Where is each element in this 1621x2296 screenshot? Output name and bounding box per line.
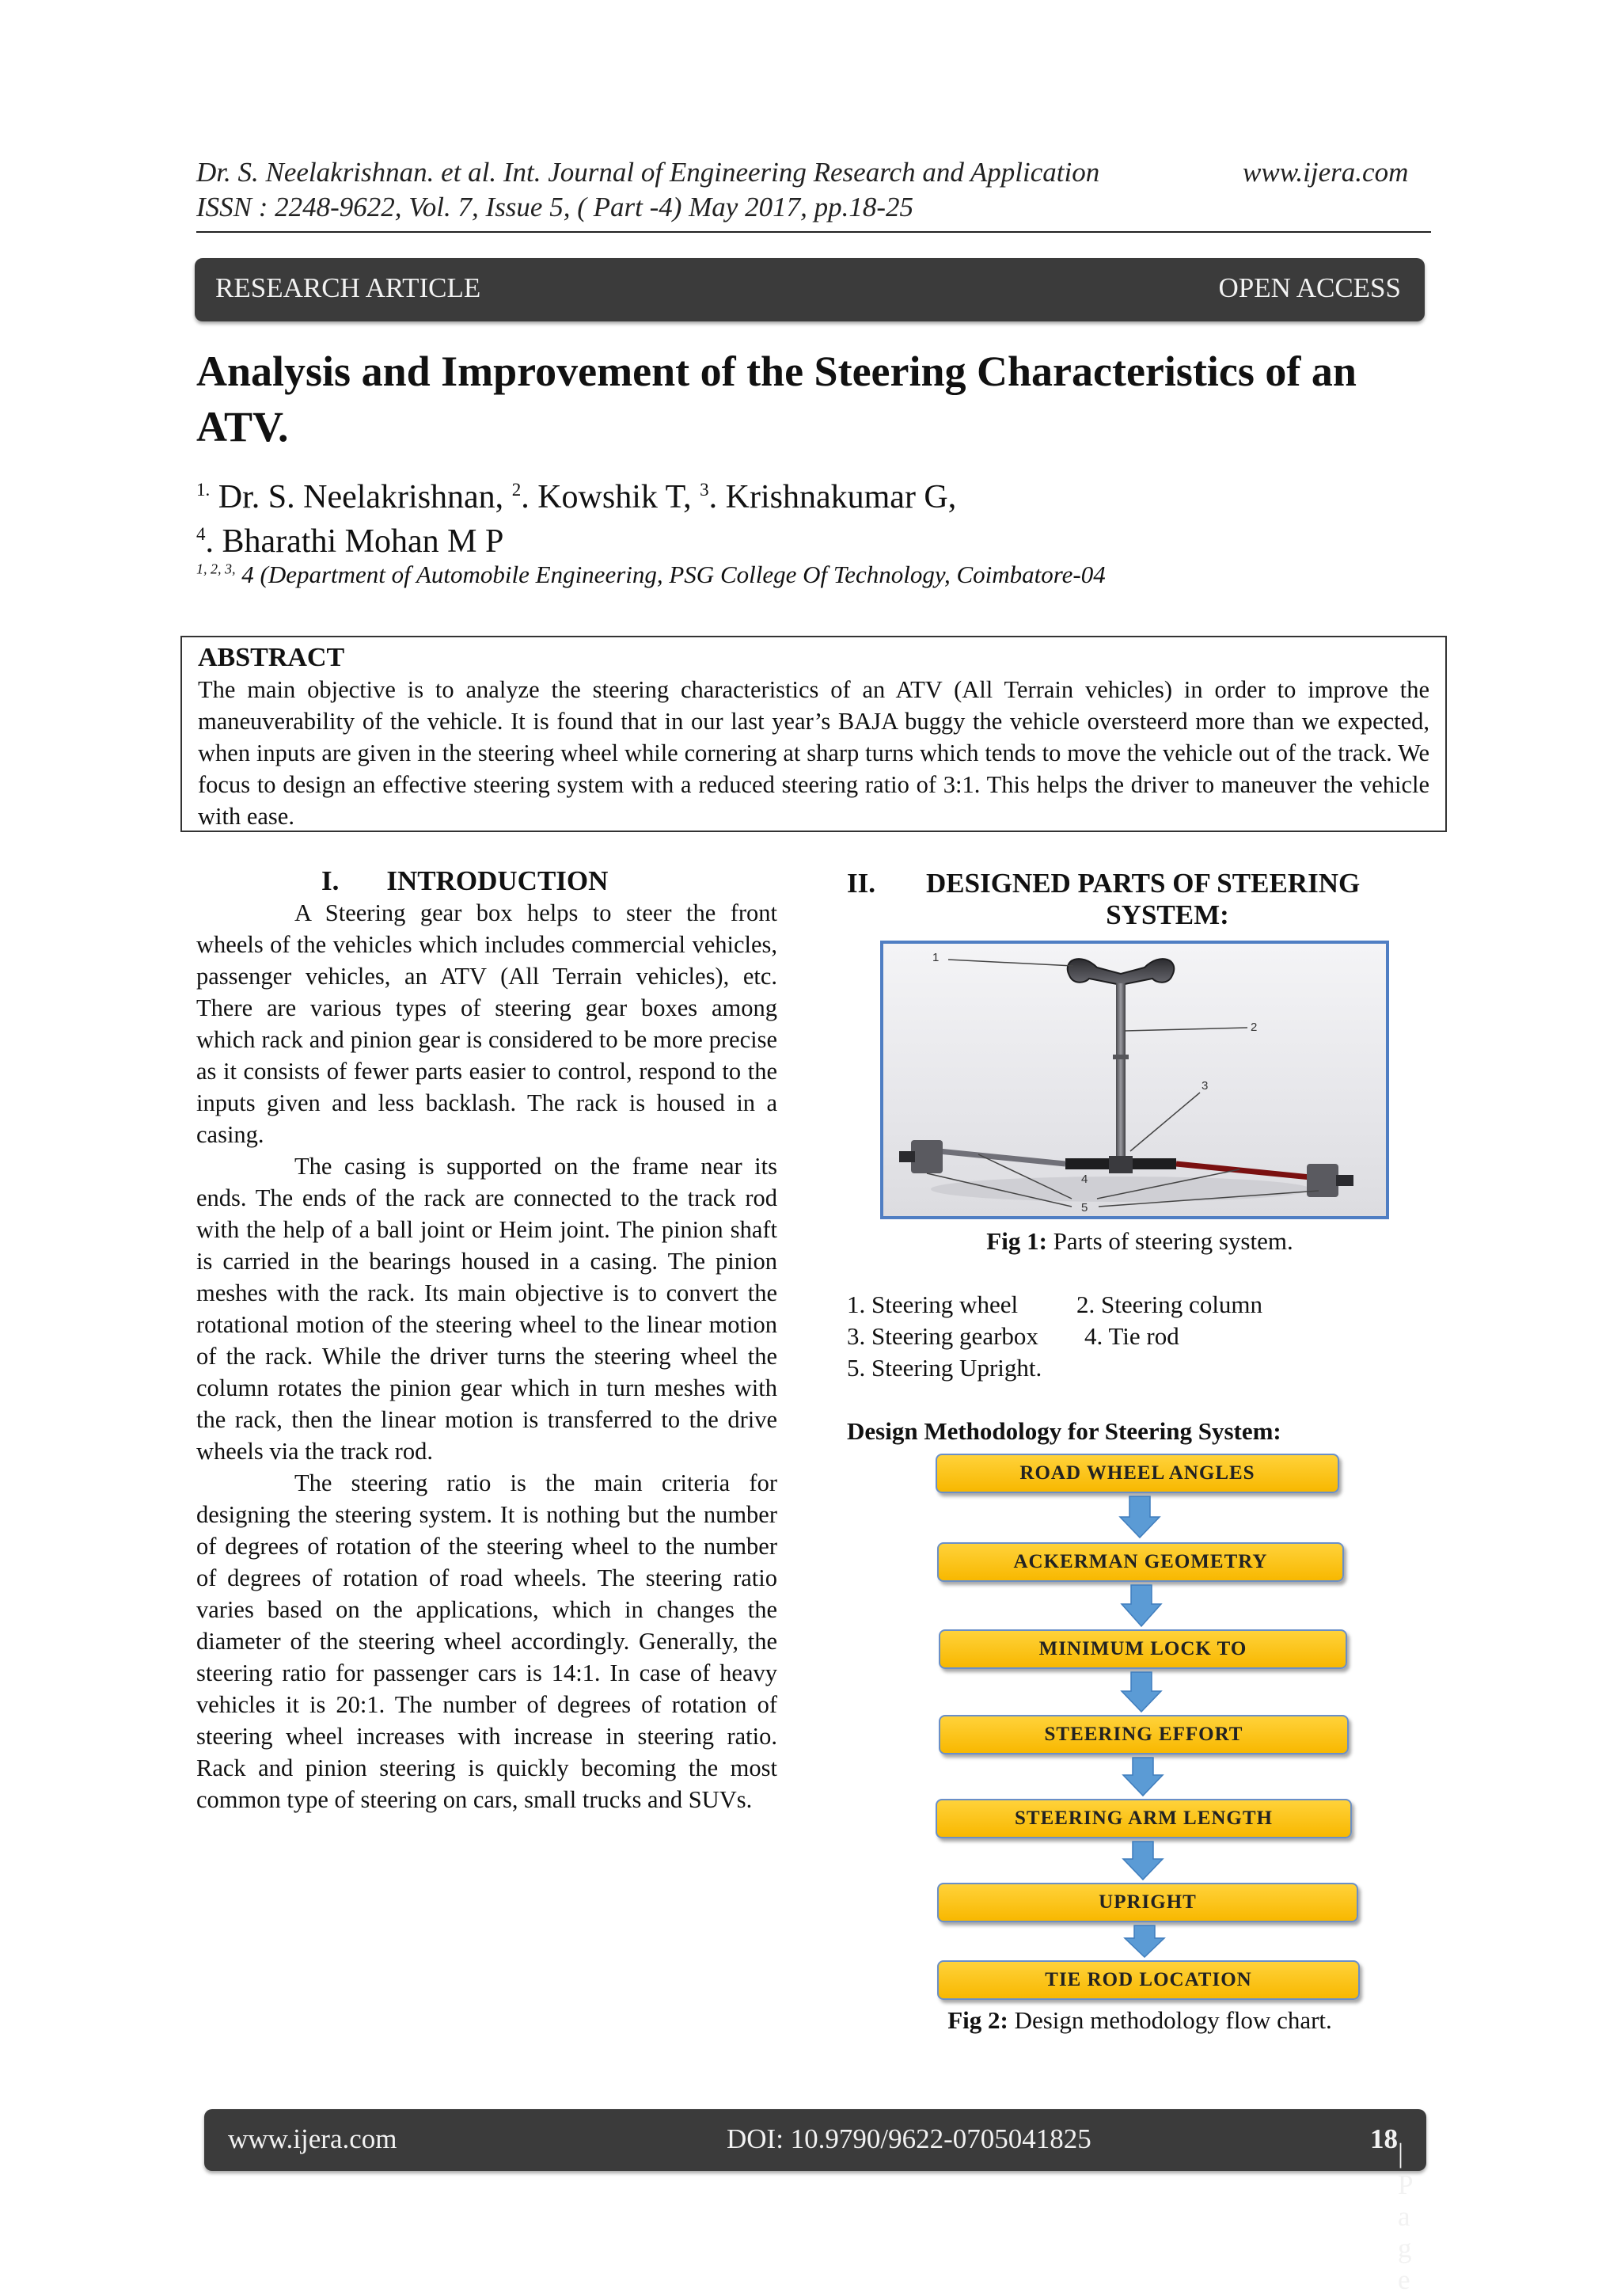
- rack-boot-right: [1133, 1158, 1176, 1169]
- abstract-heading: ABSTRACT: [198, 643, 345, 672]
- section-2-title-line-1: DESIGNED PARTS OF STEERING: [926, 868, 1361, 899]
- author-2-number: 2: [511, 480, 522, 500]
- flow-arrow-3: [1122, 1672, 1161, 1712]
- figure-1-caption-text: Parts of steering system.: [1046, 1227, 1293, 1255]
- flow-arrow-2: [1122, 1585, 1161, 1626]
- flow-step-tie-rod-location: TIE ROD LOCATION: [937, 1960, 1360, 2000]
- flow-arrow-4: [1123, 1758, 1163, 1796]
- flow-arrows: [926, 1454, 1369, 2000]
- parts-list-row-2: [847, 1321, 1433, 1352]
- methodology-heading: Design Methodology for Steering System:: [847, 1417, 1281, 1445]
- page-footer: [204, 2109, 1426, 2295]
- steering-system-drawing: [883, 944, 1386, 1216]
- footer-doi[interactable]: DOI: 10.9790/9622-0705041825: [727, 2123, 1091, 2154]
- upright-left: [911, 1140, 943, 1173]
- page-label: | P a g e: [1398, 2138, 1413, 2295]
- part-5: 5. Steering Upright.: [847, 1354, 1042, 1382]
- hub-right: [1336, 1175, 1353, 1186]
- affiliation: [196, 561, 1106, 589]
- parts-list-row-1: [847, 1289, 1433, 1321]
- affiliation-text: 4 (Department of Automobile Engineering, PSG College Of Technology, Coimbatore-04: [235, 561, 1106, 588]
- figure-2-caption: [847, 2005, 1433, 2036]
- figure-1-caption: [847, 1226, 1433, 1257]
- fig1-label-4: 4: [1081, 1173, 1088, 1186]
- ground-shadow: [931, 1177, 1311, 1202]
- introduction-heading: [196, 865, 777, 897]
- author-4: . Bharathi Mohan M P: [205, 523, 504, 560]
- part-2: 2. Steering column: [1076, 1291, 1263, 1318]
- article-type-banner: [195, 258, 1425, 321]
- leader-line-3: [1130, 1093, 1200, 1151]
- introduction-column: [196, 865, 777, 1815]
- author-3-number: 3: [700, 480, 709, 500]
- figure-2-caption-text: Design methodology flow chart.: [1008, 2006, 1332, 2034]
- title-line-2: ATV.: [196, 403, 289, 450]
- running-header-website[interactable]: www.ijera.com: [1243, 157, 1409, 188]
- running-header-issn: ISSN : 2248-9622, Vol. 7, Issue 5, ( Part -4) May 2017, pp.18-25: [196, 192, 914, 222]
- research-article-label: RESEARCH ARTICLE: [215, 272, 481, 303]
- figure-1-steering-system: [880, 941, 1389, 1219]
- tie-rod-right: [1176, 1164, 1311, 1177]
- flow-arrow-5: [1123, 1842, 1163, 1880]
- page-number: 18: [1370, 2123, 1398, 2154]
- footer-website[interactable]: www.ijera.com: [228, 2123, 397, 2154]
- author-3: . Krishnakumar G,: [708, 479, 957, 515]
- affiliation-numbers: 1, 2, 3,: [196, 561, 236, 577]
- author-1-number: 1.: [196, 480, 211, 500]
- footer-page-number: [1370, 2123, 1413, 2295]
- abstract-text: The main objective is to analyze the steering characteristics of an ATV (All Terrain vehicles) in order to improve the maneuverability of the vehicle. It is found that in our last year’s BAJA buggy the vehicle oversteerd more than we expected, when inputs are given in the steering wheel while cornering at sharp turns which tends to move the vehicle out of the track. We focus to design an effective steering system with a reduced steering ratio of 3:1. This helps the driver to maneuver the vehicle with ease.: [198, 676, 1429, 830]
- column-joint: [1113, 1055, 1129, 1059]
- fig1-label-3: 3: [1202, 1079, 1209, 1093]
- part-3: 3. Steering gearbox: [847, 1322, 1038, 1350]
- paper-title: [196, 344, 1431, 454]
- section-2-title-line-2: SYSTEM:: [1106, 899, 1229, 930]
- methodology-flow-chart: [926, 1454, 1369, 2000]
- flow-step-road-wheel-angles: ROAD WHEEL ANGLES: [936, 1454, 1339, 1493]
- author-4-number: 4: [196, 524, 206, 544]
- flow-step-steering-effort: STEERING EFFORT: [939, 1715, 1349, 1754]
- leader-line-1: [948, 960, 1073, 966]
- flow-arrow-1: [1120, 1496, 1160, 1538]
- flow-step-ackerman-geometry: ACKERMAN GEOMETRY: [937, 1542, 1344, 1582]
- header-rule: [196, 231, 1431, 233]
- part-4: 4. Tie rod: [1084, 1322, 1179, 1350]
- flow-step-steering-arm-length: STEERING ARM LENGTH: [936, 1799, 1352, 1838]
- rack-boot-left: [1065, 1158, 1109, 1169]
- author-line-2: [196, 519, 956, 564]
- part-1: 1. Steering wheel: [847, 1291, 1019, 1318]
- steering-wheel: [1068, 959, 1175, 985]
- fig1-label-2: 2: [1251, 1021, 1258, 1034]
- author-list: [196, 475, 956, 564]
- upright-right: [1307, 1164, 1338, 1197]
- author-line-1: [196, 475, 956, 519]
- fig1-label-1: 1: [932, 951, 940, 964]
- intro-paragraph-3: The steering ratio is the main criteria for designing the steering system. It is nothing but the number of degrees of rotation of the steering wheel to the number of degrees of rotation of road wheels. The steering ratio varies based on the applications, which in changes the diameter of the steering wheel accordingly. Generally, the steering ratio for passenger cars is 14:1. In case of heavy vehicles it is 20:1. The number of degrees of rotation of steering wheel increases with increase in steering ratio. Rack and pinion steering is quickly becoming the most common type of steering on cars, small trucks and SUVs.: [196, 1469, 777, 1813]
- open-access-label: OPEN ACCESS: [1218, 272, 1401, 303]
- title-line-1: Analysis and Improvement of the Steering Characteristics of an: [196, 348, 1357, 395]
- author-1: Dr. S. Neelakrishnan,: [210, 479, 512, 515]
- fig1-label-5: 5: [1081, 1201, 1088, 1215]
- author-2: . Kowshik T,: [521, 479, 700, 515]
- steering-gearbox: [1109, 1156, 1133, 1173]
- steering-column: [1116, 983, 1126, 1161]
- hub-left: [899, 1151, 915, 1162]
- intro-paragraph-1: A Steering gear box helps to steer the front wheels of the vehicles which includes commercial vehicles, passenger vehicles, an ATV (All Terrain vehicles), etc. There are various types of steering gear boxes among which rack and pinion gear is considered to be more precise as it consists of fewer parts easier to control, respond to the inputs given and less backlash. The rack is housed in a casing.: [196, 899, 777, 1148]
- section-2-heading: [847, 868, 1433, 931]
- flow-step-upright: UPRIGHT: [937, 1883, 1358, 1922]
- section-2-heading-line-1: [847, 868, 1433, 899]
- tie-rod-left: [939, 1151, 1065, 1164]
- flow-step-minimum-lock: MINIMUM LOCK TO: [939, 1629, 1347, 1669]
- figure-2-caption-label: Fig 2:: [947, 2006, 1008, 2034]
- abstract-box: [180, 636, 1447, 832]
- introduction-title: INTRODUCTION: [386, 865, 609, 896]
- leader-line-2: [1125, 1028, 1247, 1031]
- section-2-number: II.: [847, 868, 875, 899]
- introduction-number: I.: [321, 865, 340, 896]
- figure-1-caption-label: Fig 1:: [986, 1227, 1047, 1255]
- running-header-citation: Dr. S. Neelakrishnan. et al. Int. Journal of Engineering Research and Application: [196, 157, 1100, 188]
- flow-arrow-6: [1125, 1925, 1164, 1957]
- intro-paragraph-2: The casing is supported on the frame near its ends. The ends of the rack are connected to the track rod with the help of a ball joint or Heim joint. The pinion shaft is carried in the bearings housed in a casing. The pinion meshes with the rack. Its main objective is to convert the rotational motion of the steering wheel to the linear motion of the rack. While the driver turns the steering wheel the column rotates the pinion gear which in turn meshes with the rack, then the linear motion is transferred to the drive wheels via the track rod.: [196, 1153, 777, 1465]
- parts-list: [847, 1289, 1433, 1384]
